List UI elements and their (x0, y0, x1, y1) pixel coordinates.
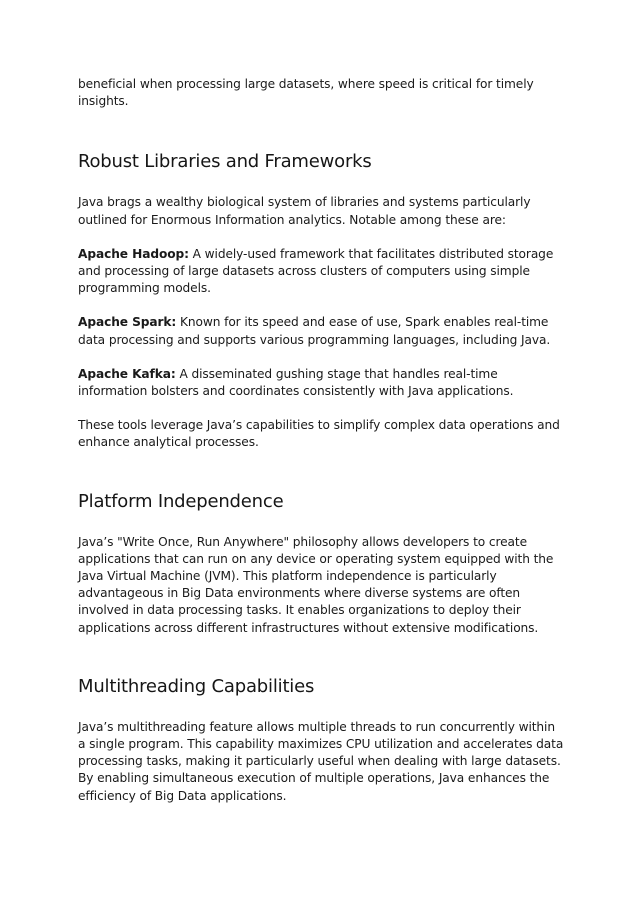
libraries-intro-paragraph: Java brags a wealthy biological system of libraries and systems particularly outlined for Enormous Information analytics. Notable among these are: (78, 195, 531, 227)
spark-paragraph (78, 314, 566, 348)
multithreading-paragraph: Java’s multithreading feature allows multiple threads to run concurrently within a single program. This capability maximizes CPU utilization and accelerates data processing tasks, making it particularly useful when dealing with large datasets. By enabling simultaneous execution of multiple operations, Java enhances the efficiency of Big Data applications. (78, 719, 564, 803)
kafka-description: A disseminated gushing stage that handles real-time information bolsters and coordinates consistently with Java applications. (78, 366, 514, 399)
libraries-closing-paragraph: These tools leverage Java’s capabilities to simplify complex data operations and enhance analytical processes. (78, 418, 560, 450)
platform-paragraph: Java’s "Write Once, Run Anywhere" philosophy allows developers to create applications that can run on any device or operating system equipped with the Java Virtual Machine (JVM). This platform independence is particularly advantageous in Big Data environments where diverse systems are often involved in data processing tasks. It enables organizations to deploy their applications across different infrastructures without extensive modifications. (78, 534, 554, 635)
intro-paragraph: beneficial when processing large datasets, where speed is critical for timely insights. (78, 77, 534, 109)
hadoop-paragraph (78, 246, 566, 298)
hadoop-term: Apache Hadoop: (78, 246, 189, 261)
document-page (78, 76, 566, 805)
hadoop-description: A widely-used framework that facilitates distributed storage and processing of large datasets across clusters of computers using simple programming models. (78, 246, 554, 296)
kafka-paragraph (78, 366, 566, 400)
section-heading-platform: Platform Independence (78, 490, 284, 512)
section-heading-multithreading: Multithreading Capabilities (78, 675, 315, 697)
spark-term: Apache Spark: (78, 315, 177, 330)
spark-description: Known for its speed and ease of use, Spark enables real-time data processing and supports various programming languages, including Java. (78, 315, 551, 347)
section-heading-libraries: Robust Libraries and Frameworks (78, 151, 372, 173)
kafka-term: Apache Kafka: (78, 366, 176, 381)
